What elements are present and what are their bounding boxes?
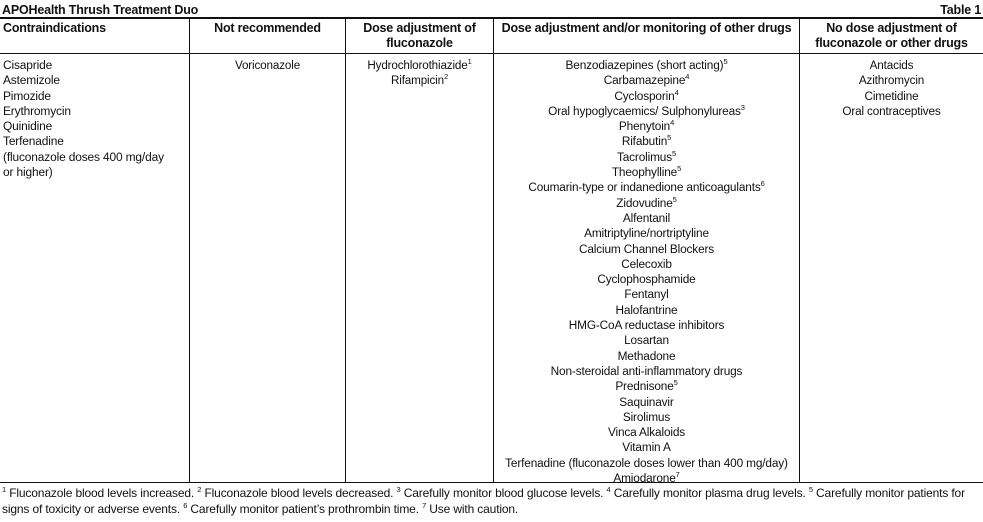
drug-name: Coumarin-type or indanedione anticoagulants [528,180,761,195]
drug-item [494,425,799,440]
drug-item [494,410,799,425]
column-contraindications [0,19,189,482]
drug-name: Benzodiazepines (short acting) [565,58,724,72]
drug-name: Fentanyl [624,287,669,302]
footnote-number: 6 [183,500,188,510]
footnote-ref: 4 [685,72,690,82]
drug-name: Amiodarone [613,471,676,486]
drug-name: Terfenadine (fluconazole doses lower than 400 mg/day) [505,455,788,470]
drug-item [494,73,799,88]
footnote-text: Carefully monitor blood glucose levels. [400,486,607,500]
footnote-ref: 1 [467,57,472,66]
drug-name: Hydrochlorothiazide [367,59,468,72]
drug-name: Cyclosporin [614,88,675,103]
drug-item [3,119,189,134]
drug-item [494,211,799,226]
footnote-text: Carefully monitor patient’s prothrombin time. [187,501,423,516]
drug-item [494,318,799,333]
drug-name: (fluconazole doses 400 mg/day [3,149,164,164]
drug-name: Phenytoin [618,119,671,134]
footnote-ref: 5 [677,164,682,174]
drug-name: Azithromycin [858,74,925,88]
column-body [800,54,983,119]
drug-item [494,119,799,134]
drug-item [800,58,983,73]
footnote-ref: 7 [675,470,680,480]
drug-name: Halofantrine [615,302,678,317]
drug-item [494,272,799,287]
document-title: APOHealth Thrush Treatment Duo [2,3,199,17]
drug-item [494,395,799,410]
drug-item [494,104,799,119]
column-heading-text: Dose adjustment of fluconazole [363,21,476,50]
drug-name: Terfenadine [3,134,64,149]
drug-item [494,196,799,211]
column-no-dose-adjustment [799,19,983,482]
drug-item [3,165,189,180]
drug-name: Cisapride [3,58,53,72]
drug-item [494,226,799,241]
drug-item [494,165,799,180]
footnote-ref: 5 [672,148,677,158]
drug-item [494,379,799,394]
footnote-number: 2 [197,485,202,494]
drug-name: Rifampicin [391,74,444,88]
footnote-ref: 5 [667,133,672,143]
footnote-ref: 4 [670,118,675,128]
footnote-number: 5 [808,485,813,494]
column-heading [346,19,493,54]
drug-item [494,440,799,455]
footnote-number: 1 [2,485,7,494]
footnote-text: Fluconazole blood levels decreased. [201,486,397,500]
drug-name: Saquinavir [619,394,674,409]
drug-name: Carbamazepine [603,73,686,88]
footnote-number: 7 [422,500,427,510]
drug-item [800,73,983,88]
table-label: Table 1 [940,3,981,17]
footnote-text: Fluconazole blood levels increased. [6,486,198,500]
drug-item [494,180,799,195]
drug-name: Zidovudine [616,195,673,210]
drug-item [494,89,799,104]
drug-name: Erythromycin [3,103,71,118]
drug-item [3,104,189,119]
column-body [190,54,345,73]
drug-item [3,89,189,104]
drug-name: Vinca Alkaloids [607,425,686,440]
drug-item [494,333,799,348]
drug-name: Astemizole [3,73,60,88]
column-body [346,54,493,89]
footnotes [2,486,977,517]
drug-item [494,471,799,486]
column-heading-text: Dose adjustment and/or monitoring of other drugs [501,21,792,35]
footnote-text: Carefully monitor plasma drug levels. [610,486,809,500]
drug-item [494,134,799,149]
drug-name: Sirolimus [622,409,671,424]
footnote-text: Use with caution. [426,501,519,516]
drug-name: Oral hypoglycaemics/ Sulphonylureas [548,103,741,118]
footnote-ref: 4 [674,87,679,97]
drug-item [494,303,799,318]
drug-name: Antacids [869,59,914,72]
drug-name: Vitamin A [622,440,671,455]
footnote-ref: 2 [443,72,448,82]
title-row [2,1,981,17]
drug-item [190,58,345,73]
drug-name: Methadone [617,348,676,363]
footnote-ref: 5 [723,57,728,66]
drug-name: Theophylline [611,165,678,180]
drug-item [3,73,189,88]
drug-item [494,150,799,165]
drug-name: Amitriptyline/nortriptyline [584,226,709,241]
column-heading: Not recommended [190,19,345,54]
drug-name: HMG-CoA reductase inhibitors [568,318,725,333]
drug-item [494,349,799,364]
column-body [0,54,189,180]
column-heading [800,19,983,54]
drug-item [494,364,799,379]
drug-name: Celecoxib [621,256,672,271]
column-heading: Contraindications [0,19,189,54]
drug-item [494,456,799,471]
column-heading-text: No dose adjustment of fluconazole or other drugs [815,21,968,50]
column-body [494,54,799,486]
drug-name: Calcium Channel Blockers [578,241,715,256]
footnote-ref: 6 [760,179,765,189]
footnote-ref: 3 [740,102,745,112]
drug-item [3,150,189,165]
drug-name: Oral contraceptives [842,104,941,118]
drug-item [346,58,493,73]
drug-name: Tacrolimus [616,149,672,164]
footnote-ref: 5 [672,194,677,204]
drug-name: Quinidine [3,119,53,134]
column-heading [494,19,799,54]
drug-name: Non-steroidal anti-inflammatory drugs [550,363,743,378]
column-dose-adjustment-fluconazole [345,19,493,482]
drug-item [346,73,493,88]
column-dose-adjustment-other-drugs [493,19,799,486]
drug-item [494,58,799,73]
drug-name: Losartan [624,333,669,348]
footnote-number: 4 [606,485,611,494]
column-not-recommended [189,19,345,482]
drug-name: Prednisone [615,379,674,394]
drug-name: Voriconazole [234,59,301,72]
drug-item [494,242,799,257]
drug-item [3,58,189,73]
drug-item [3,134,189,149]
drug-name: Rifabutin [621,134,668,149]
footnote-number: 3 [396,485,401,494]
drug-item [494,257,799,272]
footnote-text: Carefully monitor patients for signs of toxicity or adverse events. [2,486,965,516]
drug-name: Cyclophosphamide [597,272,696,287]
drug-name: Alfentanil [622,210,671,225]
footnote-ref: 5 [673,378,678,388]
interactions-table [0,17,983,486]
drug-item [800,104,983,119]
drug-name: or higher) [3,165,53,180]
drug-item [800,89,983,104]
drug-name: Pimozide [3,88,51,103]
drug-item [494,287,799,302]
drug-name: Cimetidine [864,89,919,103]
